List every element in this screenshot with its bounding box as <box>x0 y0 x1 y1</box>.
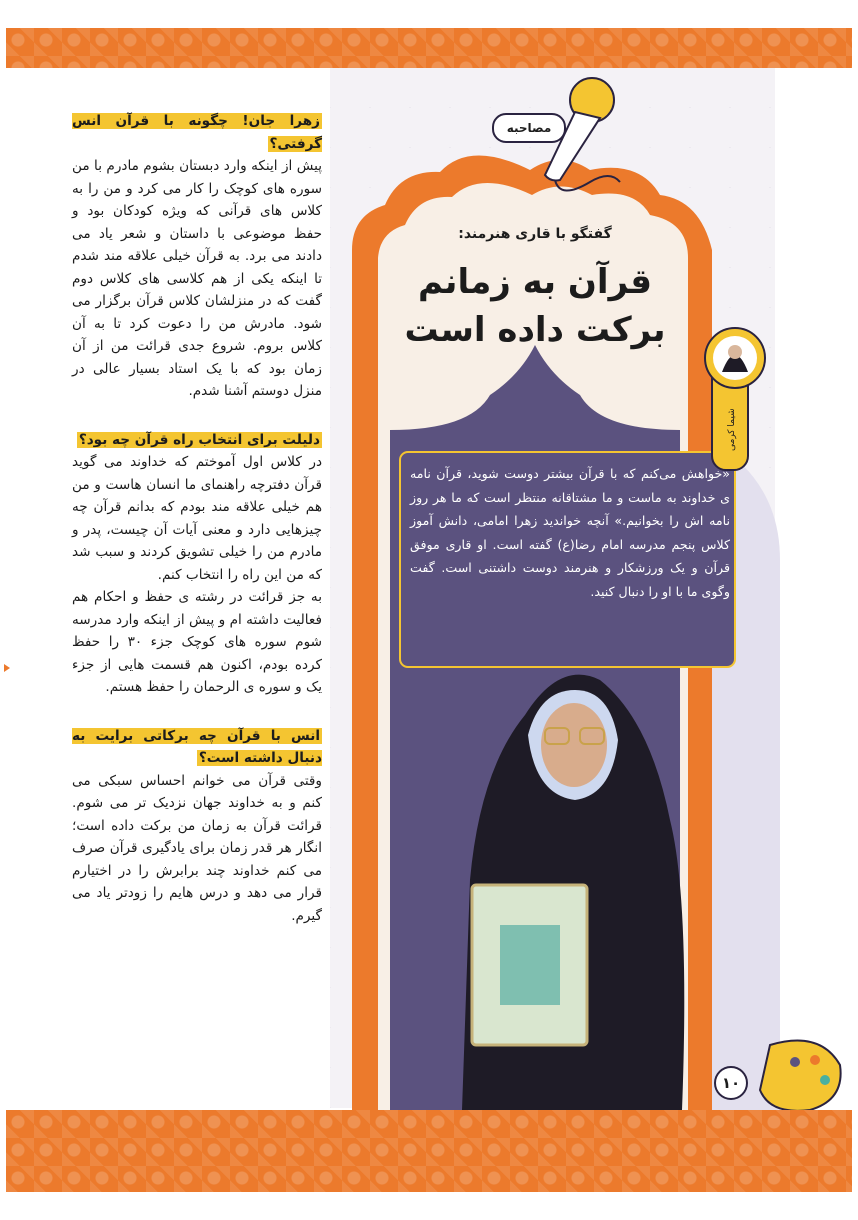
author-name: شیما کرمی <box>727 408 737 452</box>
bottom-decorative-band <box>6 1110 852 1192</box>
question-2: دلیلت برای انتخاب راه قرآن چه بود؟ <box>78 431 320 448</box>
answer-2b: به جز قرائت در رشته ی حفظ و احکام هم فعالیت داشته ام و پیش از اینکه وارد مدرسه شوم سوره های کوچک جزء ۳۰ را حفظ کرده بودم، اکنون هم قسمت هایی از جزء یک و سوره ی الرحمان را حفظ هستم. <box>72 589 322 695</box>
page-edge-marker <box>4 664 10 672</box>
question-3: انس با قرآن چه برکاتی برایت به دنبال داشته است؟ <box>72 727 322 766</box>
intro-quote: «خواهش می‌کنم که با قرآن بیشتر دوست شوید، قرآن نامه ی خداوند به ماست و ما مشتاقانه منتظر است که ما هر روز نامه اش را بخوانیم.» آنچه خواندید زهرا امامی، دانش آموز کلاس پنجم مدرسه امام رضا(ع) گفته است. او قاری موفق قرآن و یک ورزشکار و هنرمند دوست داشتنی است. گفت وگوی ما با او را دنبال کنید. <box>410 466 730 599</box>
question-1: زهرا جان! چگونه با قرآن انس گرفتی؟ <box>72 113 322 152</box>
answer-3: وقتی قرآن می خوانم احساس سبکی می کنم و به خداوند جهان نزدیک تر می شوم. قرائت قرآن به زمان من برکت داده است؛ انگار هر قدر زمان برای یادگیری قرآن صرف می کنم خداوند چند برابرش را در اختیارم قرار می دهد و درس هایم را زودتر یاد می گیرم. <box>72 772 322 924</box>
answer-2: در کلاس اول آموختم که خداوند می گوید قرآن دفترچه راهنمای ما انسان هاست و من هم خیلی علاقه مند بودم که بدانم قرآن چه چیزهایی دارد و معنی آیات آن چیست، پدر و مادرم من را خیلی تشویق کردند و سبب شد که من این راه را انتخاب کنم. <box>72 454 322 583</box>
article-title-line1: قرآن به زمانم <box>418 262 652 302</box>
article-kicker: گفتگو با قاری هنرمند: <box>458 226 612 242</box>
interview-column <box>72 110 322 927</box>
section-tag: مصاحبه <box>492 113 566 143</box>
page-number: ۱۰ <box>714 1066 748 1100</box>
article-title-line2: برکت داده است <box>404 310 666 350</box>
answer-1: پیش از اینکه وارد دبستان بشوم مادرم با من سوره های کوچک را کار می کرد و من را به کلاس های قرآنی که ویژه کودکان بود و حفظ موضوعی با داستان و شعر یاد می دادند می برد. به قرآن خیلی علاقه مند شدم تا اینکه یکی از هم کلاسی های کلاس دوم گفت که در منزلشان کلاس قرآن برگزار می شود. مادرش من را دعوت کرد تا به آن کلاس بروم. شروع جدی قرائت من از آن زمان بود که با یک استاد بسیار عالی در منزل دوستم آشنا شدم. <box>72 158 322 399</box>
palette-icon <box>760 1041 841 1111</box>
